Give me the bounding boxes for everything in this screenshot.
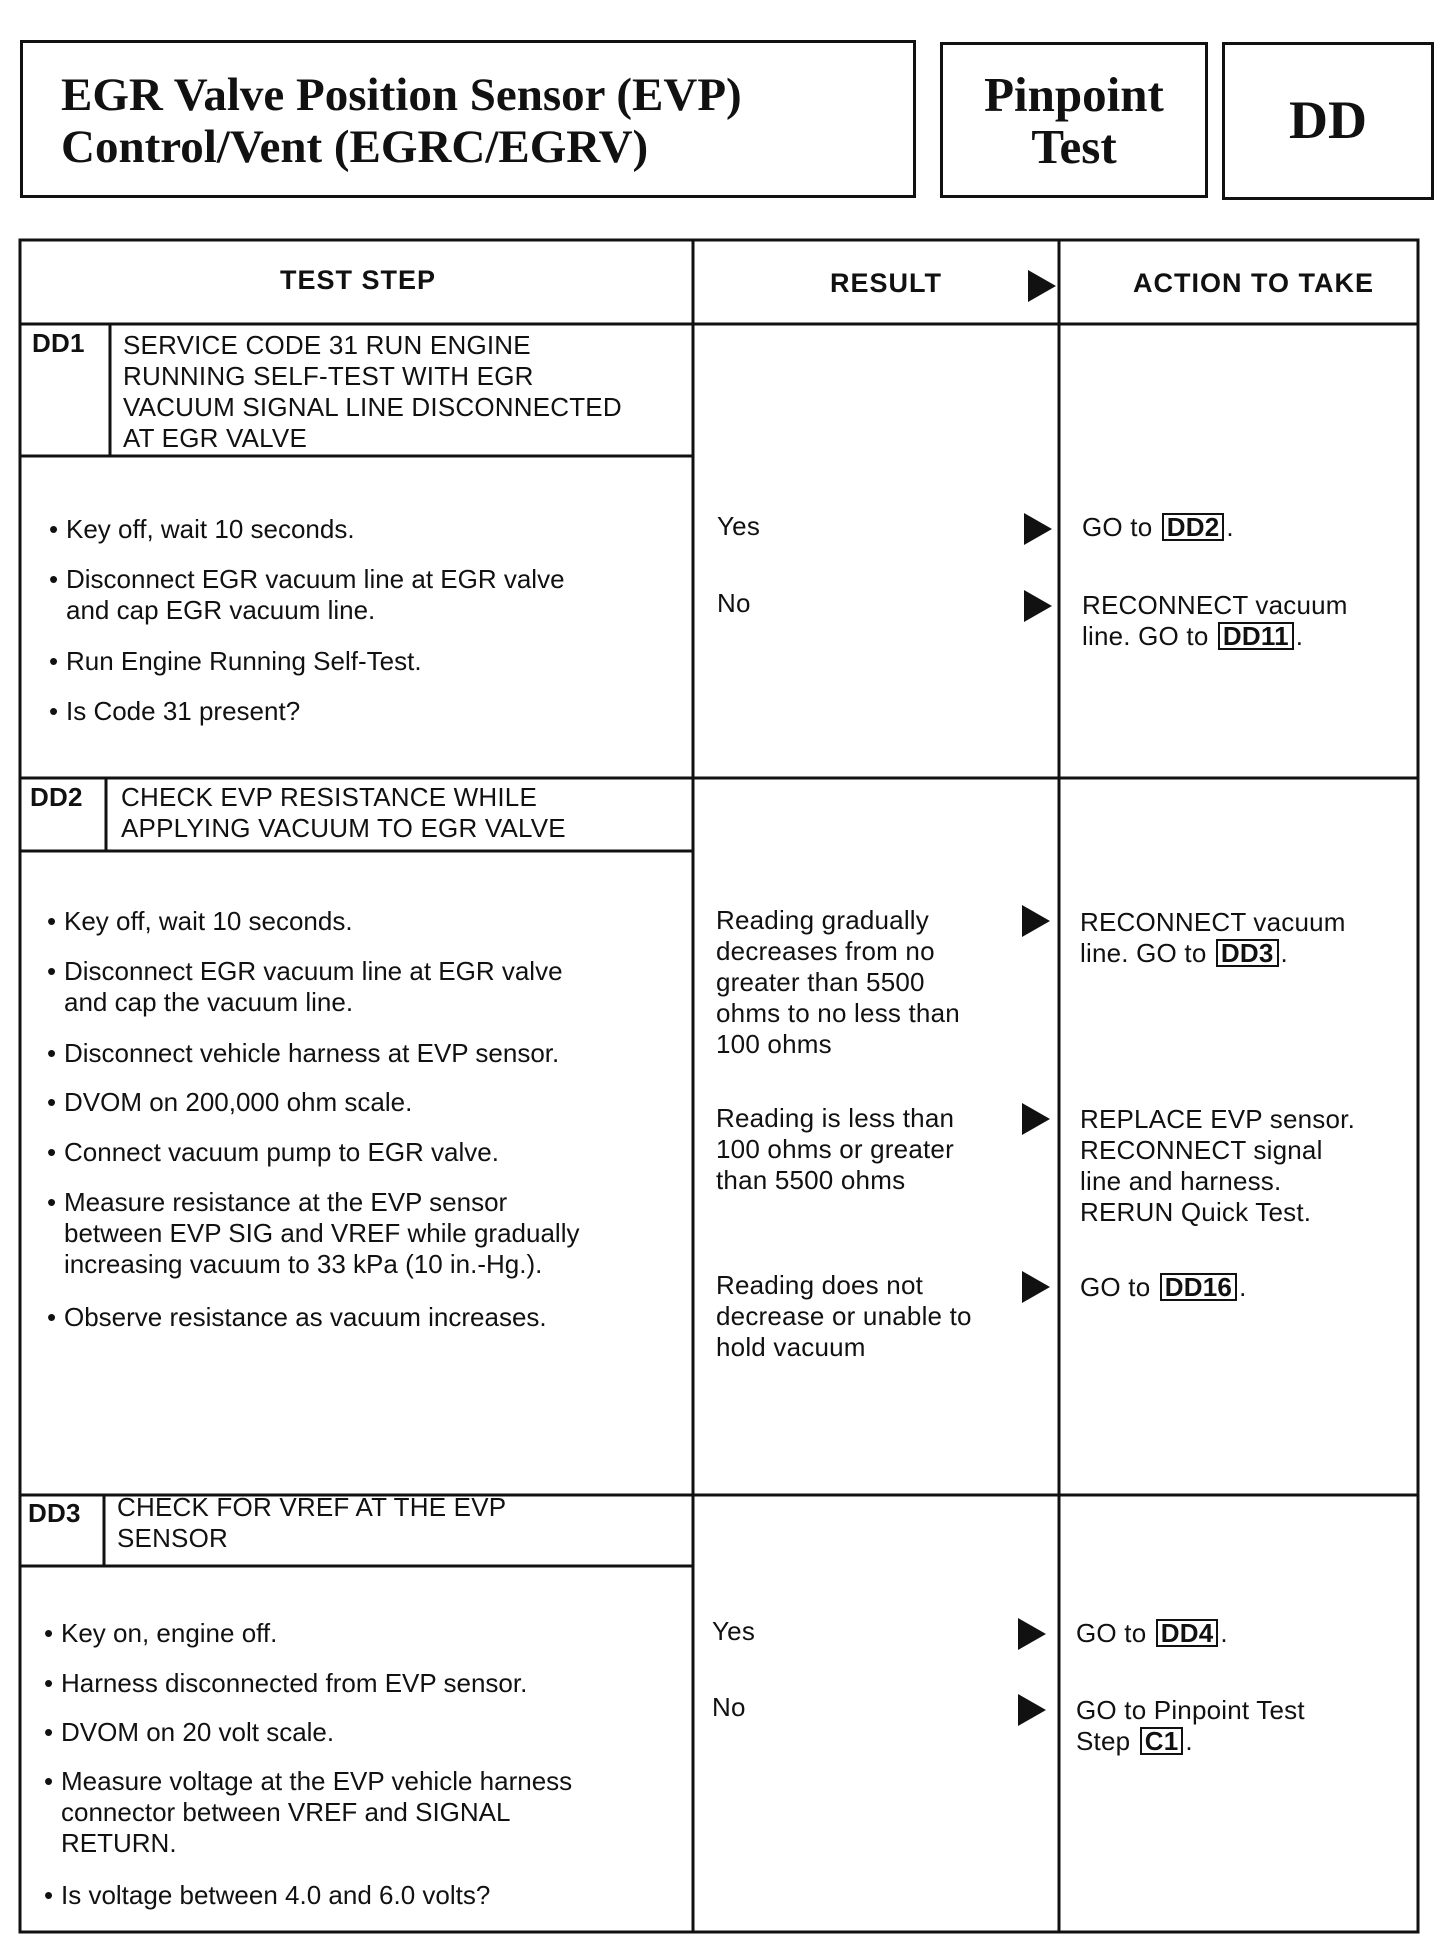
bullet-line: • Measure voltage at the EVP vehicle harness	[61, 1766, 573, 1796]
bullet-line: • Run Engine Running Self-Test.	[66, 646, 422, 676]
action-post: .	[1280, 938, 1288, 968]
step-id: DD1	[32, 328, 85, 358]
result-line: decreases from no	[716, 936, 935, 966]
result-arrow-icon	[1018, 1694, 1046, 1726]
action-post: .	[1239, 1272, 1247, 1302]
step-title-line: RUNNING SELF-TEST WITH EGR	[123, 361, 534, 391]
step-title-line: AT EGR VALVE	[123, 423, 307, 453]
step-bullet	[66, 514, 355, 545]
action-post: .	[1226, 512, 1234, 542]
bullet-line: • Disconnect vehicle harness at EVP sensor.	[64, 1038, 560, 1068]
bullet-line: • Harness disconnected from EVP sensor.	[61, 1668, 528, 1698]
action-pre: GO to	[1080, 1272, 1151, 1302]
step-title-line: CHECK EVP RESISTANCE WHILE	[121, 782, 537, 812]
result-arrow-icon	[1022, 1103, 1050, 1135]
column-header-action: ACTION TO TAKE	[1133, 268, 1374, 298]
step-title-line: SERVICE CODE 31 RUN ENGINE	[123, 330, 531, 360]
result-arrow-icon	[1018, 1618, 1046, 1650]
result-line: Reading does not	[716, 1270, 924, 1300]
step-title	[117, 1492, 506, 1554]
result-line: hold vacuum	[716, 1332, 866, 1362]
bullet-line: • Disconnect EGR vacuum line at EGR valve	[64, 956, 563, 986]
action-text	[1082, 512, 1234, 543]
bullet-line: connector between VREF and SIGNAL	[61, 1797, 511, 1827]
result-arrow-icon	[1022, 905, 1050, 937]
bullet-line: RETURN.	[61, 1828, 177, 1858]
step-bullet	[64, 956, 563, 1018]
bullet-line: and cap the vacuum line.	[64, 987, 354, 1017]
step-title-line: APPLYING VACUUM TO EGR VALVE	[121, 813, 566, 843]
bullet-line: increasing vacuum to 33 kPa (10 in.-Hg.).	[64, 1249, 543, 1279]
step-title-line: CHECK FOR VREF AT THE EVP	[117, 1492, 507, 1522]
result-line: Reading is less than	[716, 1103, 955, 1133]
step-reference[interactable]: DD16	[1160, 1273, 1237, 1301]
bullet-line: • Measure resistance at the EVP sensor	[64, 1187, 508, 1217]
step-bullet	[66, 696, 300, 727]
step-title	[123, 330, 622, 454]
step-bullet	[64, 1038, 559, 1069]
result-text	[716, 905, 960, 1060]
step-reference[interactable]: DD2	[1162, 513, 1225, 541]
step-bullet	[66, 646, 422, 677]
result-text: Yes	[712, 1616, 756, 1646]
result-line: decrease or unable to	[716, 1301, 972, 1331]
step-bullet	[66, 564, 565, 626]
bullet-line: between EVP SIG and VREF while gradually	[64, 1218, 580, 1248]
bullet-line: • DVOM on 20 volt scale.	[61, 1717, 335, 1747]
bullet-line: • Observe resistance as vacuum increases.	[64, 1302, 547, 1332]
test-type-line-1: Pinpoint	[984, 67, 1164, 122]
title-line-1: EGR Valve Position Sensor (EVP)	[61, 69, 742, 121]
step-bullet	[64, 1302, 547, 1333]
header-arrow-icon	[1028, 270, 1056, 302]
action-line: REPLACE EVP sensor.	[1080, 1104, 1356, 1134]
result-text: No	[712, 1692, 746, 1722]
action-post: .	[1185, 1726, 1193, 1756]
step-reference[interactable]: DD11	[1218, 622, 1294, 650]
result-line: ohms to no less than	[716, 998, 960, 1028]
action-line: GO to Pinpoint Test	[1076, 1695, 1305, 1725]
step-bullet	[64, 1087, 412, 1118]
action-text	[1080, 1272, 1247, 1303]
step-bullet	[61, 1668, 527, 1699]
bullet-line: • Is Code 31 present?	[66, 696, 301, 726]
action-text	[1080, 907, 1346, 969]
action-line: RECONNECT signal	[1080, 1135, 1323, 1165]
action-text	[1080, 1104, 1355, 1228]
result-text	[716, 1270, 972, 1363]
result-arrow-icon	[1024, 513, 1052, 545]
bullet-line: • Disconnect EGR vacuum line at EGR valve	[66, 564, 565, 594]
bullet-line: • DVOM on 200,000 ohm scale.	[64, 1087, 413, 1117]
action-text	[1076, 1695, 1305, 1757]
step-bullet	[61, 1766, 572, 1859]
step-title	[121, 782, 566, 844]
step-id: DD2	[30, 782, 83, 812]
action-pre: line. GO to	[1082, 621, 1209, 651]
result-line: Reading gradually	[716, 905, 929, 935]
action-text	[1076, 1618, 1228, 1649]
step-reference[interactable]: C1	[1140, 1727, 1184, 1755]
bullet-line: • Key off, wait 10 seconds.	[66, 514, 355, 544]
step-title-line: SENSOR	[117, 1523, 229, 1553]
action-line: RECONNECT vacuum	[1080, 907, 1346, 937]
bullet-line: • Key off, wait 10 seconds.	[64, 906, 353, 936]
result-line: than 5500 ohms	[716, 1165, 906, 1195]
title-line-2: Control/Vent (EGRC/EGRV)	[61, 121, 649, 173]
test-code: DD	[1289, 90, 1367, 150]
step-title-line: VACUUM SIGNAL LINE DISCONNECTED	[123, 392, 622, 422]
result-text	[716, 1103, 954, 1196]
step-id: DD3	[28, 1498, 81, 1528]
step-reference[interactable]: DD3	[1216, 939, 1279, 967]
action-line: line and harness.	[1080, 1166, 1282, 1196]
result-line: 100 ohms	[716, 1029, 832, 1059]
step-bullet	[64, 1137, 499, 1168]
action-pre: GO to	[1076, 1618, 1147, 1648]
step-bullet	[61, 1880, 490, 1911]
step-bullet	[64, 1187, 579, 1280]
action-text	[1082, 590, 1348, 652]
step-bullet	[61, 1618, 277, 1649]
action-pre: GO to	[1082, 512, 1153, 542]
action-line: RERUN Quick Test.	[1080, 1197, 1312, 1227]
action-line: RECONNECT vacuum	[1082, 590, 1348, 620]
test-type-line-2: Test	[1031, 119, 1117, 174]
result-line: 100 ohms or greater	[716, 1134, 954, 1164]
bullet-line: and cap EGR vacuum line.	[66, 595, 376, 625]
step-bullet	[61, 1717, 334, 1748]
column-header-result: RESULT	[830, 268, 942, 298]
action-pre: Step	[1076, 1726, 1131, 1756]
bullet-line: • Key on, engine off.	[61, 1618, 278, 1648]
result-arrow-icon	[1024, 590, 1052, 622]
action-post: .	[1295, 621, 1304, 651]
bullet-line: • Is voltage between 4.0 and 6.0 volts?	[61, 1880, 491, 1910]
result-arrow-icon	[1022, 1271, 1050, 1303]
result-text: No	[717, 588, 751, 618]
action-pre: line. GO to	[1080, 938, 1207, 968]
column-header-test-step: TEST STEP	[280, 265, 437, 295]
action-post: .	[1220, 1618, 1228, 1648]
bullet-line: • Connect vacuum pump to EGR valve.	[64, 1137, 499, 1167]
step-reference[interactable]: DD4	[1156, 1619, 1219, 1647]
result-text: Yes	[717, 511, 761, 541]
result-line: greater than 5500	[716, 967, 925, 997]
step-bullet	[64, 906, 353, 937]
